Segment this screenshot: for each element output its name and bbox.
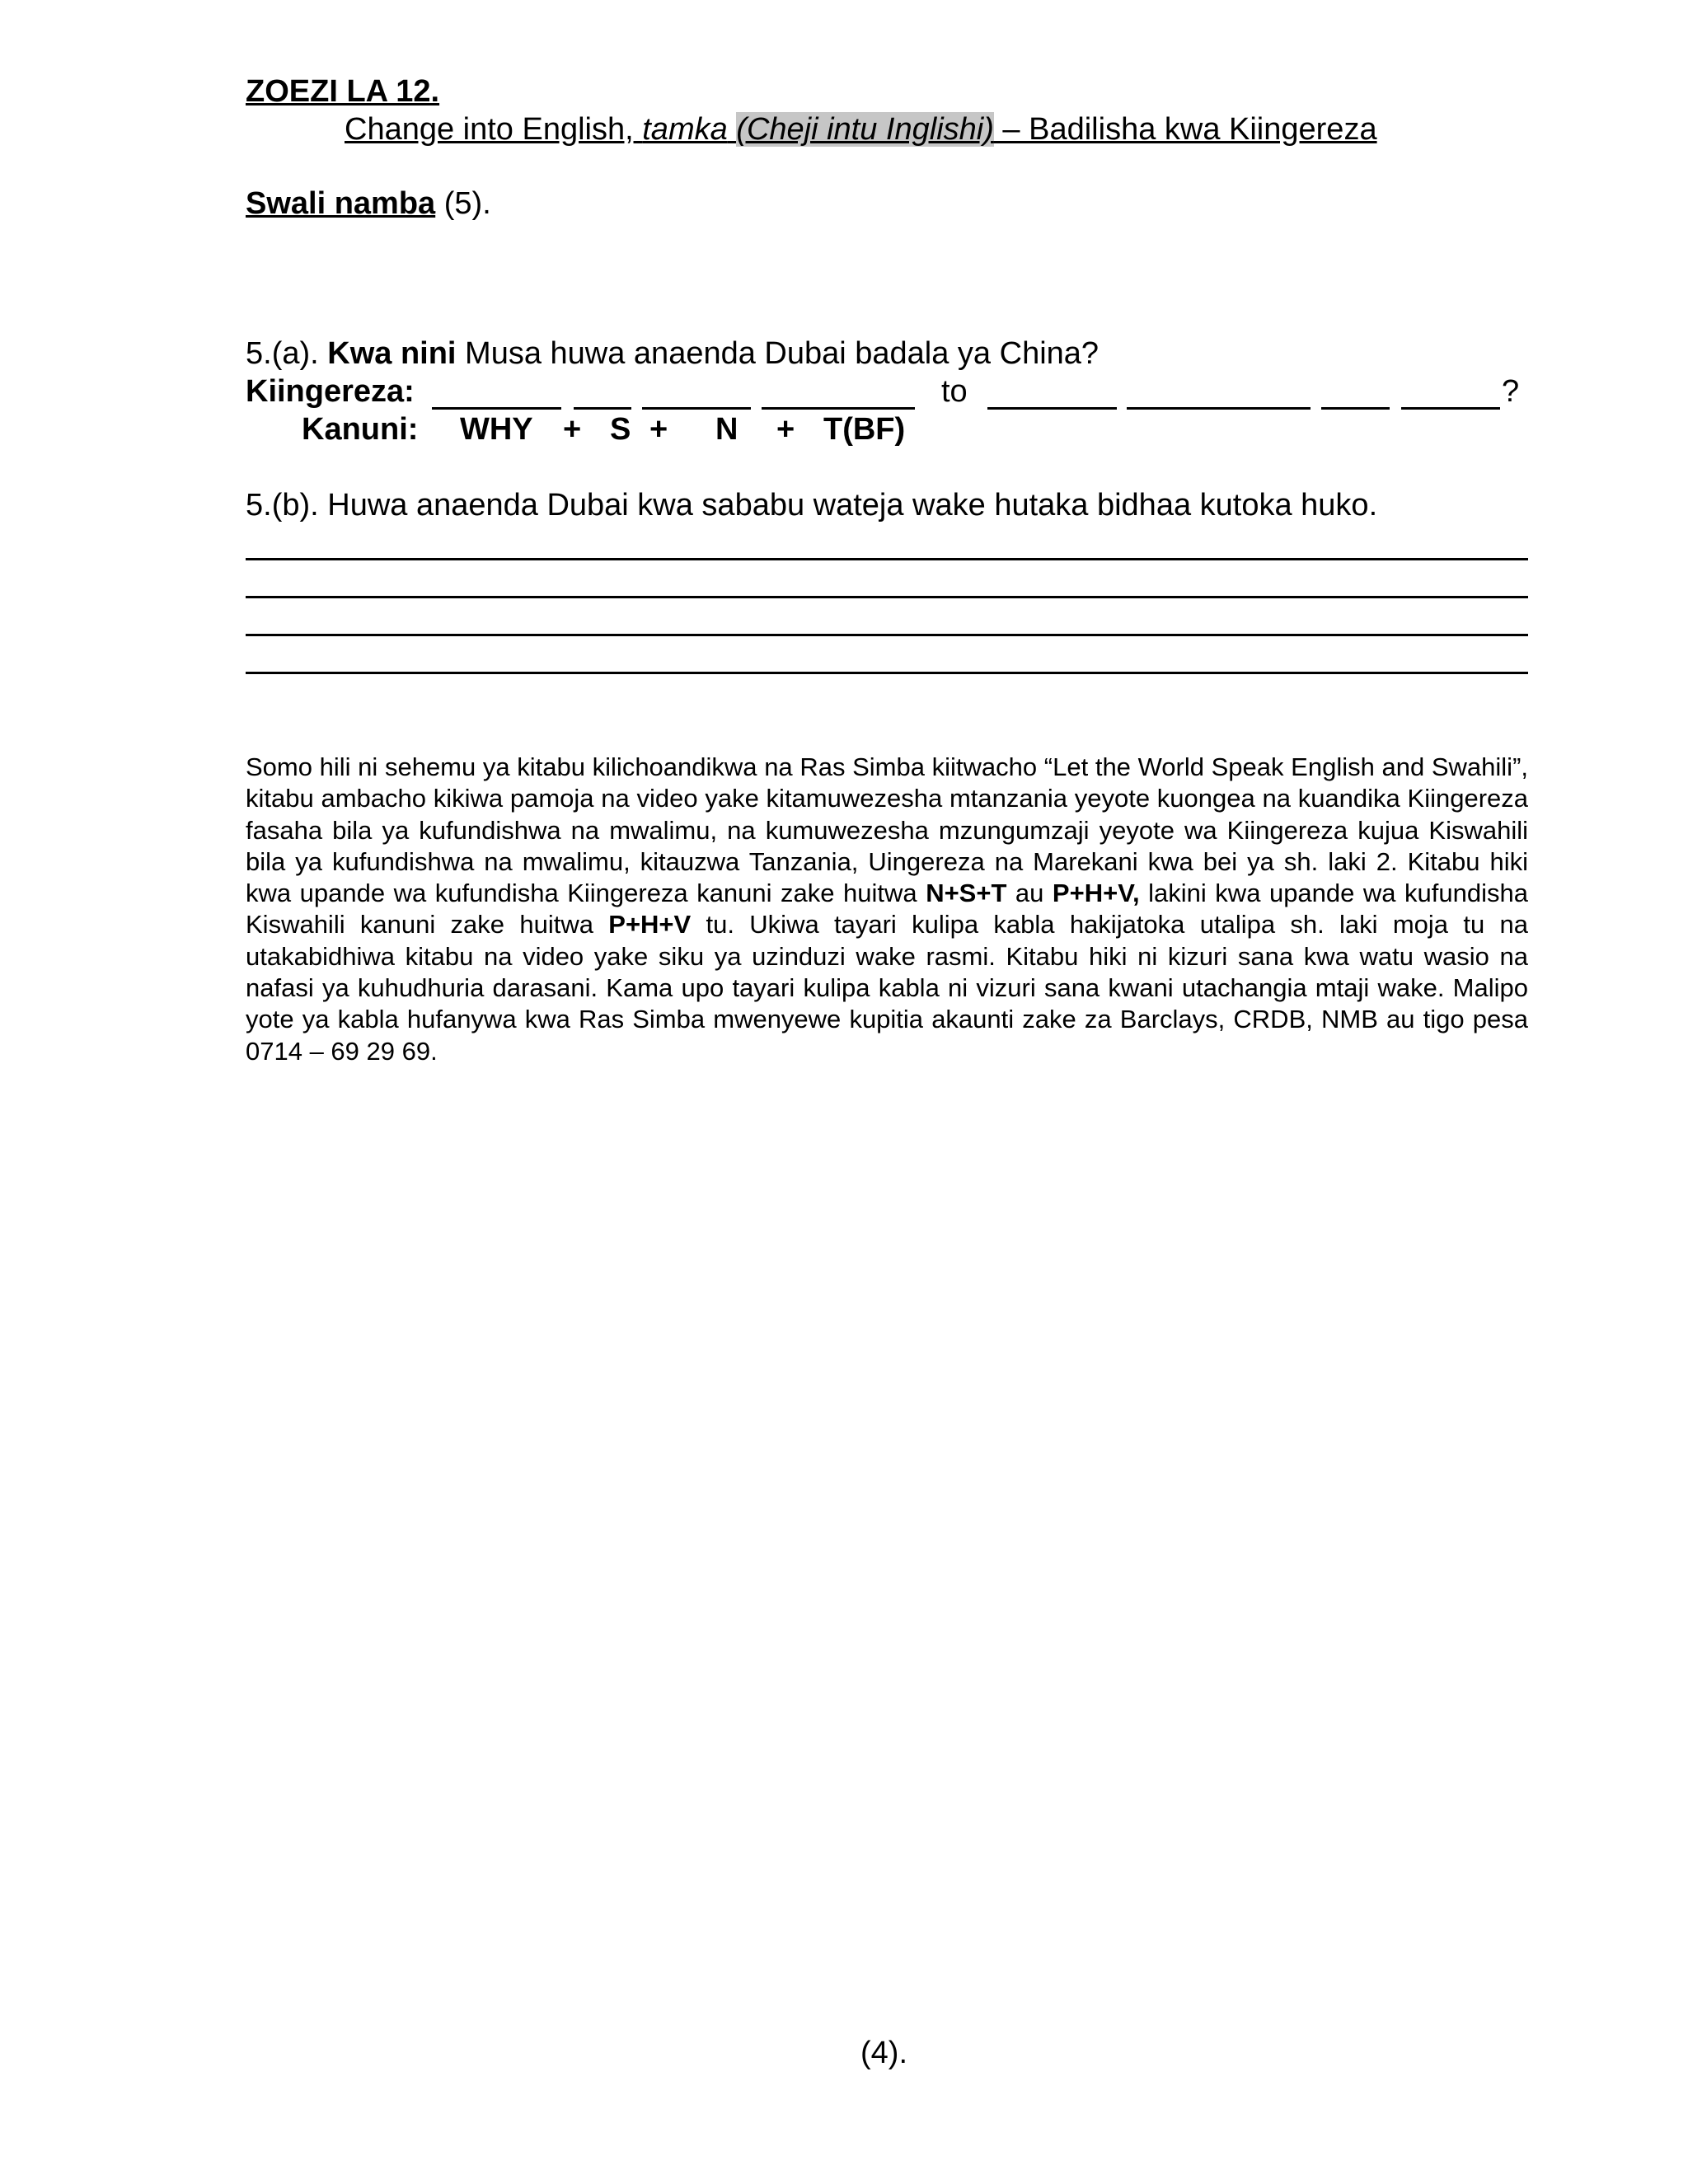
instruction-space — [728, 112, 737, 147]
instruction-italic-word: tamka — [642, 112, 728, 147]
exercise-instruction — [345, 112, 1377, 148]
question-mark: ? — [1502, 374, 1520, 409]
question-number-value: (5). — [435, 186, 491, 221]
answer-line-3[interactable] — [246, 634, 1528, 636]
answer-blank-2[interactable] — [574, 407, 631, 410]
to-word: to — [941, 374, 968, 409]
note-formula-nst: N+S+T — [926, 879, 1007, 908]
book-promo-paragraph — [246, 752, 1528, 1067]
formula-token-plus-1: + — [563, 412, 582, 447]
formula-token-n: N — [715, 412, 738, 447]
question-5a-prefix: 5.(a). — [246, 336, 328, 371]
answer-line-1[interactable] — [246, 558, 1528, 560]
formula-token-plus-2: + — [649, 412, 668, 447]
note-text-4: tu. Ukiwa tayari kulipa kabla hakijatoka utalipa sh. laki moja tu na utakabidhiwa kitabu na video yake siku ya uzinduzi wake rasmi. Kitabu hiki ni kizuri sana kwa watu wasio na nafasi ya kuhudhuria darasani. Kama upo tayari kulipa kabla ni vizuri sana kwani utachangia mtaji wake. Malipo yote ya kabla hufanywa kwa Ras Simba mwenyewe kupitia akaunti zake za Barclays, CRDB, NMB au tigo pesa 0714 – 69 29 69. — [246, 910, 1528, 1066]
formula-row — [302, 412, 961, 450]
note-formula-phv-2: P+H+V — [608, 910, 692, 940]
answer-blank-3[interactable] — [642, 407, 751, 410]
formula-token-s: S — [610, 412, 631, 447]
page-number: (4). — [860, 2036, 907, 2070]
translation-answer-row — [246, 374, 1531, 412]
instruction-text-1: Change into English, — [345, 112, 643, 147]
answer-blank-1[interactable] — [432, 407, 561, 410]
question-5a-bold: Kwa nini — [327, 336, 457, 371]
note-text-3: lakini kwa upande wa kufundisha Kiswahili kanuni zake huitwa — [246, 879, 1528, 940]
formula-token-why: WHY — [460, 412, 533, 447]
question-number-heading — [246, 186, 491, 222]
question-number-label: Swali namba — [246, 186, 436, 221]
answer-blank-4[interactable] — [762, 407, 915, 410]
kanuni-label: Kanuni: — [302, 412, 419, 447]
exercise-title: ZOEZI LA 12. — [246, 74, 440, 109]
instruction-text-2: – Badilisha kwa Kiingereza — [993, 112, 1377, 147]
question-5a-text: Musa huwa anaenda Dubai badala ya China? — [456, 336, 1100, 371]
note-text-1: Somo hili ni sehemu ya kitabu kilichoandikwa na Ras Simba kiitwacho “Let the World Speak English and Swahili”, kitabu ambacho kikiwa pamoja na video yake kitamuwezesha mtanzania yeyote kuongea na kuandika Kiingereza fasaha bila ya kufundishwa na mwalimu, na kumuwezesha mzungumzaji yeyote wa Kiingereza kujua Kiswahili bila ya kufundishwa na mwalimu, kitauzwa Tanzania, Uingereza na Marekani kwa bei ya sh. laki 2. Kitabu hiki kwa upande wa kufundisha Kiingereza kanuni zake huitwa — [246, 752, 1528, 908]
answer-blank-5[interactable] — [987, 407, 1117, 410]
instruction-highlighted-phrase: (Cheji intu Inglishi) — [736, 112, 994, 147]
answer-line-4[interactable] — [246, 672, 1528, 674]
answer-line-2[interactable] — [246, 596, 1528, 598]
formula-token-plus-3: + — [776, 412, 795, 447]
note-text-2: au — [1006, 879, 1053, 908]
question-5a — [246, 336, 1099, 372]
answer-blank-6[interactable] — [1127, 407, 1311, 410]
answer-blank-7[interactable] — [1321, 407, 1390, 410]
answer-blank-8[interactable] — [1401, 407, 1500, 410]
kiingereza-label: Kiingereza: — [246, 374, 415, 409]
question-5b: 5.(b). Huwa anaenda Dubai kwa sababu wateja wake hutaka bidhaa kutoka huko. — [246, 488, 1378, 523]
formula-token-tbf: T(BF) — [823, 412, 906, 447]
note-formula-phv-1: P+H+V, — [1052, 879, 1140, 908]
